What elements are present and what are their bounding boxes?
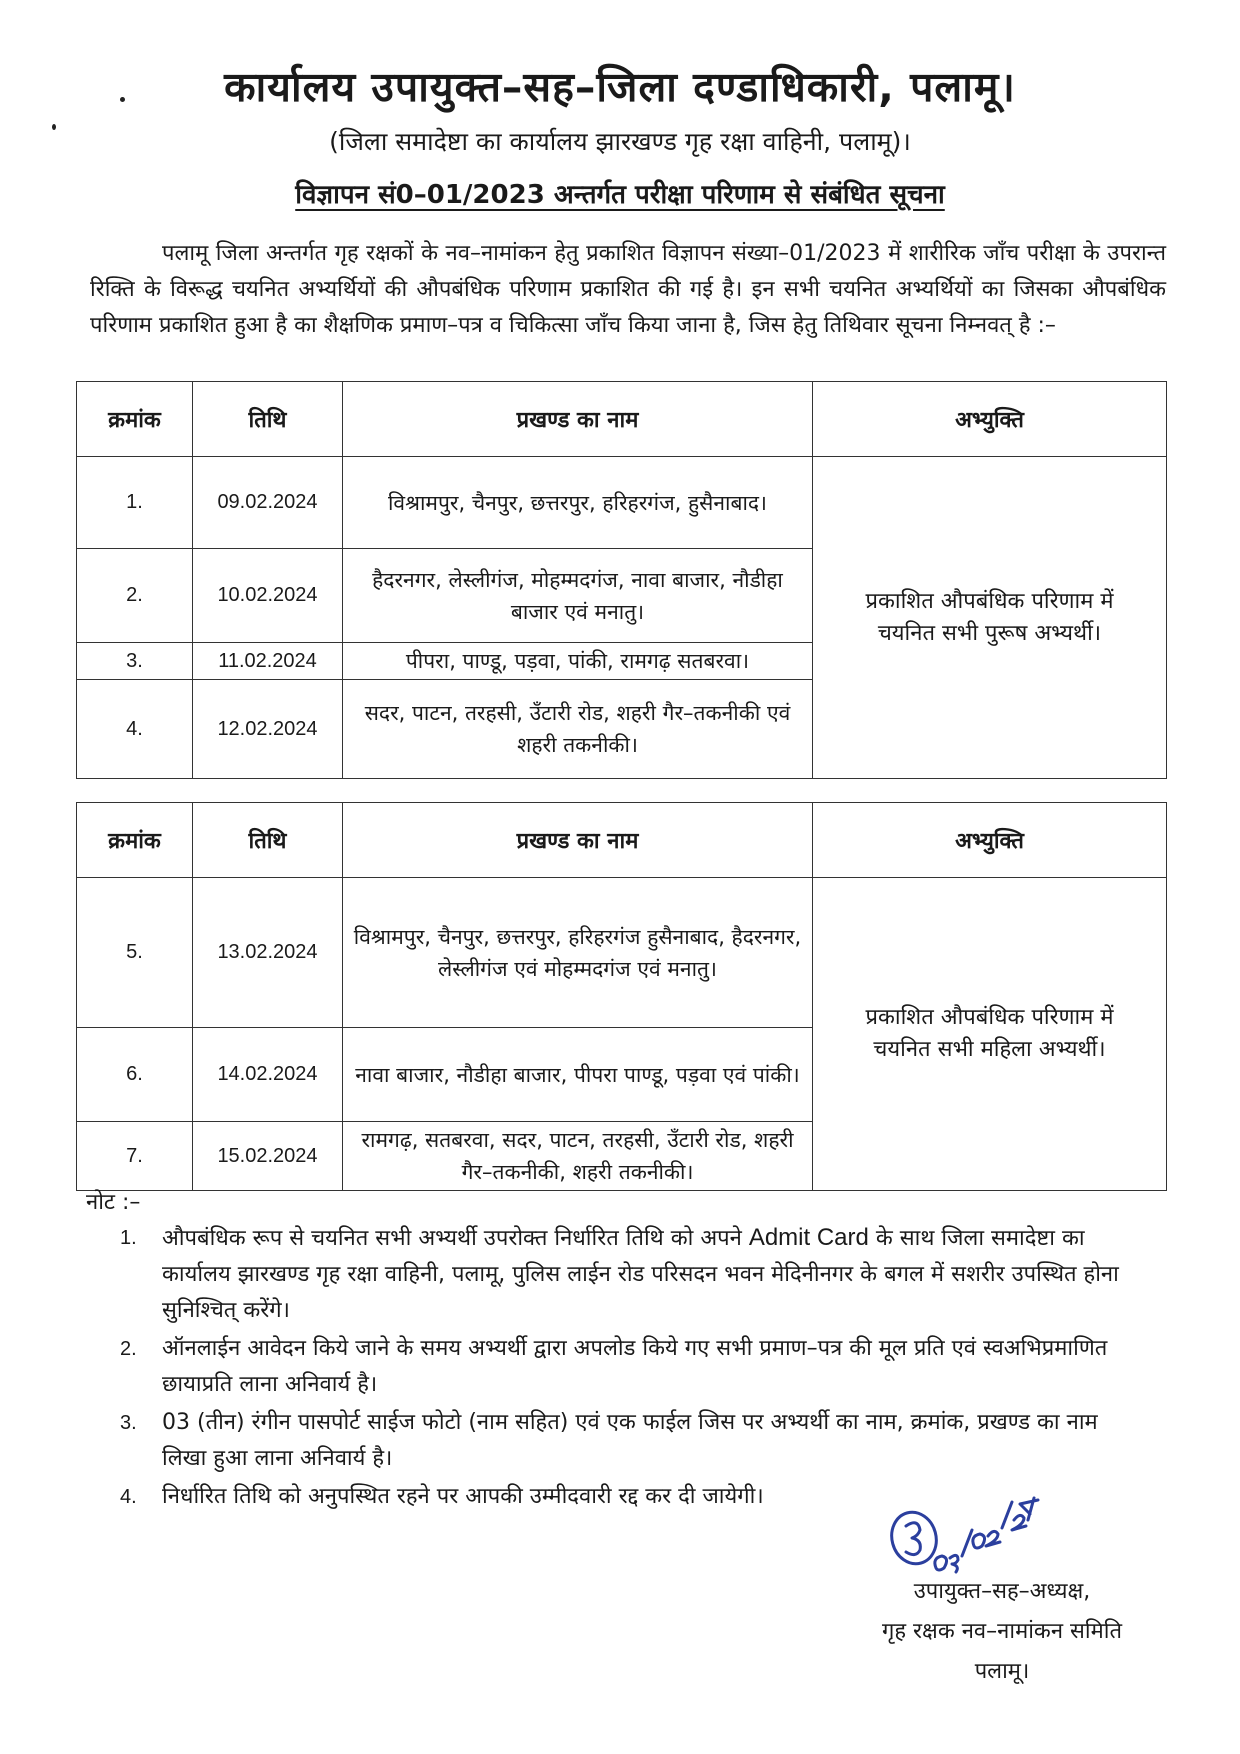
note-text: ऑनलाईन आवेदन किये जाने के समय अभ्यर्थी द्वारा अपलोड किये गए सभी प्रमाण–पत्र की मूल प्रति एवं स्वअभिप्रमाणित छायाप्रति लाना अनिवार्य है।	[162, 1336, 1108, 1397]
notice-heading	[0, 175, 1240, 211]
note-number: 4.	[120, 1486, 137, 1508]
serial-cell: 2.	[77, 549, 193, 643]
office-title: कार्यालय उपायुक्त–सह–जिला दण्डाधिकारी, पलामू।	[224, 63, 1016, 111]
block-cell: विश्रामपुर, चैनपुर, छत्तरपुर, हरिहरगंज हुसैनाबाद, हैदरनगर, लेस्लीगंज एवं मोहम्मदगंज एवं मनातु।	[343, 878, 813, 1028]
block-cell: नावा बाजार, नौडीहा बाजार, पीपरा पाण्डू, पड़वा एवं पांकी।	[343, 1028, 813, 1122]
block-cell: सदर, पाटन, तरहसी, उँटारी रोड, शहरी गैर–तकनीकी एवं शहरी तकनीकी।	[343, 680, 813, 779]
schedule-table-female	[76, 802, 1167, 1191]
serial-cell: 7.	[77, 1122, 193, 1191]
col-block: प्रखण्ड का नाम	[343, 803, 813, 878]
signature-block	[842, 1572, 1162, 1692]
office-subtitle: (जिला समादेष्टा का कार्यालय झारखण्ड गृह रक्षा वाहिनी, पलामू)।	[329, 127, 911, 156]
col-remark: अभ्युक्ति	[813, 382, 1167, 457]
date-cell: 09.02.2024	[193, 457, 343, 549]
col-serial: क्रमांक	[77, 382, 193, 457]
block-cell: विश्रामपुर, चैनपुर, छत्तरपुर, हरिहरगंज, हुसैनाबाद।	[343, 457, 813, 549]
notice-heading-text: विज्ञापन सं0–01/2023 अन्तर्गत परीक्षा परिणाम से संबंधित सूचना	[295, 180, 945, 210]
signatory-place: पलामू।	[974, 1659, 1030, 1684]
block-cell: रामगढ़, सतबरवा, सदर, पाटन, तरहसी, उँटारी रोड, शहरी गैर–तकनीकी, शहरी तकनीकी।	[343, 1122, 813, 1191]
table-header-row	[77, 382, 1167, 457]
date-cell: 11.02.2024	[193, 643, 343, 680]
col-serial: क्रमांक	[77, 803, 193, 878]
notes-list	[120, 1220, 1146, 1517]
list-item	[120, 1405, 1146, 1477]
date-cell: 12.02.2024	[193, 680, 343, 779]
note-number: 2.	[120, 1338, 137, 1360]
serial-cell: 4.	[77, 680, 193, 779]
serial-cell: 6.	[77, 1028, 193, 1122]
remark-cell: प्रकाशित औपबंधिक परिणाम में चयनित सभी महिला अभ्यर्थी।	[813, 878, 1167, 1191]
remark-cell: प्रकाशित औपबंधिक परिणाम में चयनित सभी पुरूष अभ्यर्थी।	[813, 457, 1167, 779]
note-text: 03 (तीन) रंगीन पासपोर्ट साईज फोटो (नाम सहित) एवं एक फाईल जिस पर अभ्यर्थी का नाम, क्रमांक, प्रखण्ड का नाम लिखा हुआ लाना अनिवार्य है।	[162, 1410, 1098, 1471]
table-row	[77, 878, 1167, 1028]
block-cell: पीपरा, पाण्डू, पड़वा, पांकी, रामगढ़ सतबरवा।	[343, 643, 813, 680]
date-cell: 10.02.2024	[193, 549, 343, 643]
note-number: 1.	[120, 1227, 137, 1249]
list-item	[120, 1331, 1146, 1403]
signatory-committee: गृह रक्षक नव–नामांकन समिति	[882, 1619, 1122, 1644]
note-text-latin: Admit Card	[748, 1224, 869, 1251]
note-number: 3.	[120, 1412, 137, 1434]
schedule-table-male	[76, 381, 1167, 779]
note-text: निर्धारित तिथि को अनुपस्थित रहने पर आपकी उम्मीदवारी रद्द कर दी जायेगी।	[162, 1484, 764, 1509]
handwritten-signature-mark	[884, 1478, 1044, 1578]
date-cell: 15.02.2024	[193, 1122, 343, 1191]
serial-cell: 5.	[77, 878, 193, 1028]
col-remark: अभ्युक्ति	[813, 803, 1167, 878]
col-date: तिथि	[193, 382, 343, 457]
col-block: प्रखण्ड का नाम	[343, 382, 813, 457]
note-text: के साथ जिला समादेष्टा का कार्यालय झारखण्ड गृह रक्षा वाहिनी, पलामू, पुलिस लाईन रोड परिसदन भवन मेदिनीनगर के बगल में सशरीर उपस्थित होना सुनिश्चित् करेंगे।	[162, 1226, 1119, 1323]
note-text: औपबंधिक रूप से चयनित सभी अभ्यर्थी उपरोक्त निर्धारित तिथि को अपने	[162, 1226, 749, 1251]
intro-paragraph: पलामू जिला अन्तर्गत गृह रक्षकों के नव–नामांकन हेतु प्रकाशित विज्ञापन संख्या–01/2023 में शारीरिक जाँच परीक्षा के उपरान्त रिक्ति के विरूद्ध चयनित अभ्यर्थियों की औपबंधिक परिणाम प्रकाशित की गई है। इन सभी चयनित अभ्यर्थियों का जिसका औपबंधिक परिणाम प्रकाशित हुआ है का शैक्षणिक प्रमाण–पत्र व चिकित्सा जाँच किया जाना है, जिस हेतु तिथिवार सूचना निम्नवत् है :–	[90, 241, 1166, 338]
list-item	[120, 1220, 1146, 1329]
date-cell: 14.02.2024	[193, 1028, 343, 1122]
note-label: नोट :–	[86, 1190, 141, 1215]
signatory-designation: उपायुक्त–सह–अध्यक्ष,	[913, 1579, 1091, 1604]
serial-cell: 3.	[77, 643, 193, 680]
col-date: तिथि	[193, 803, 343, 878]
table-row	[77, 457, 1167, 549]
table-header-row	[77, 803, 1167, 878]
serial-cell: 1.	[77, 457, 193, 549]
block-cell: हैदरनगर, लेस्लीगंज, मोहम्मदगंज, नावा बाजार, नौडीहा बाजार एवं मनातु।	[343, 549, 813, 643]
date-cell: 13.02.2024	[193, 878, 343, 1028]
